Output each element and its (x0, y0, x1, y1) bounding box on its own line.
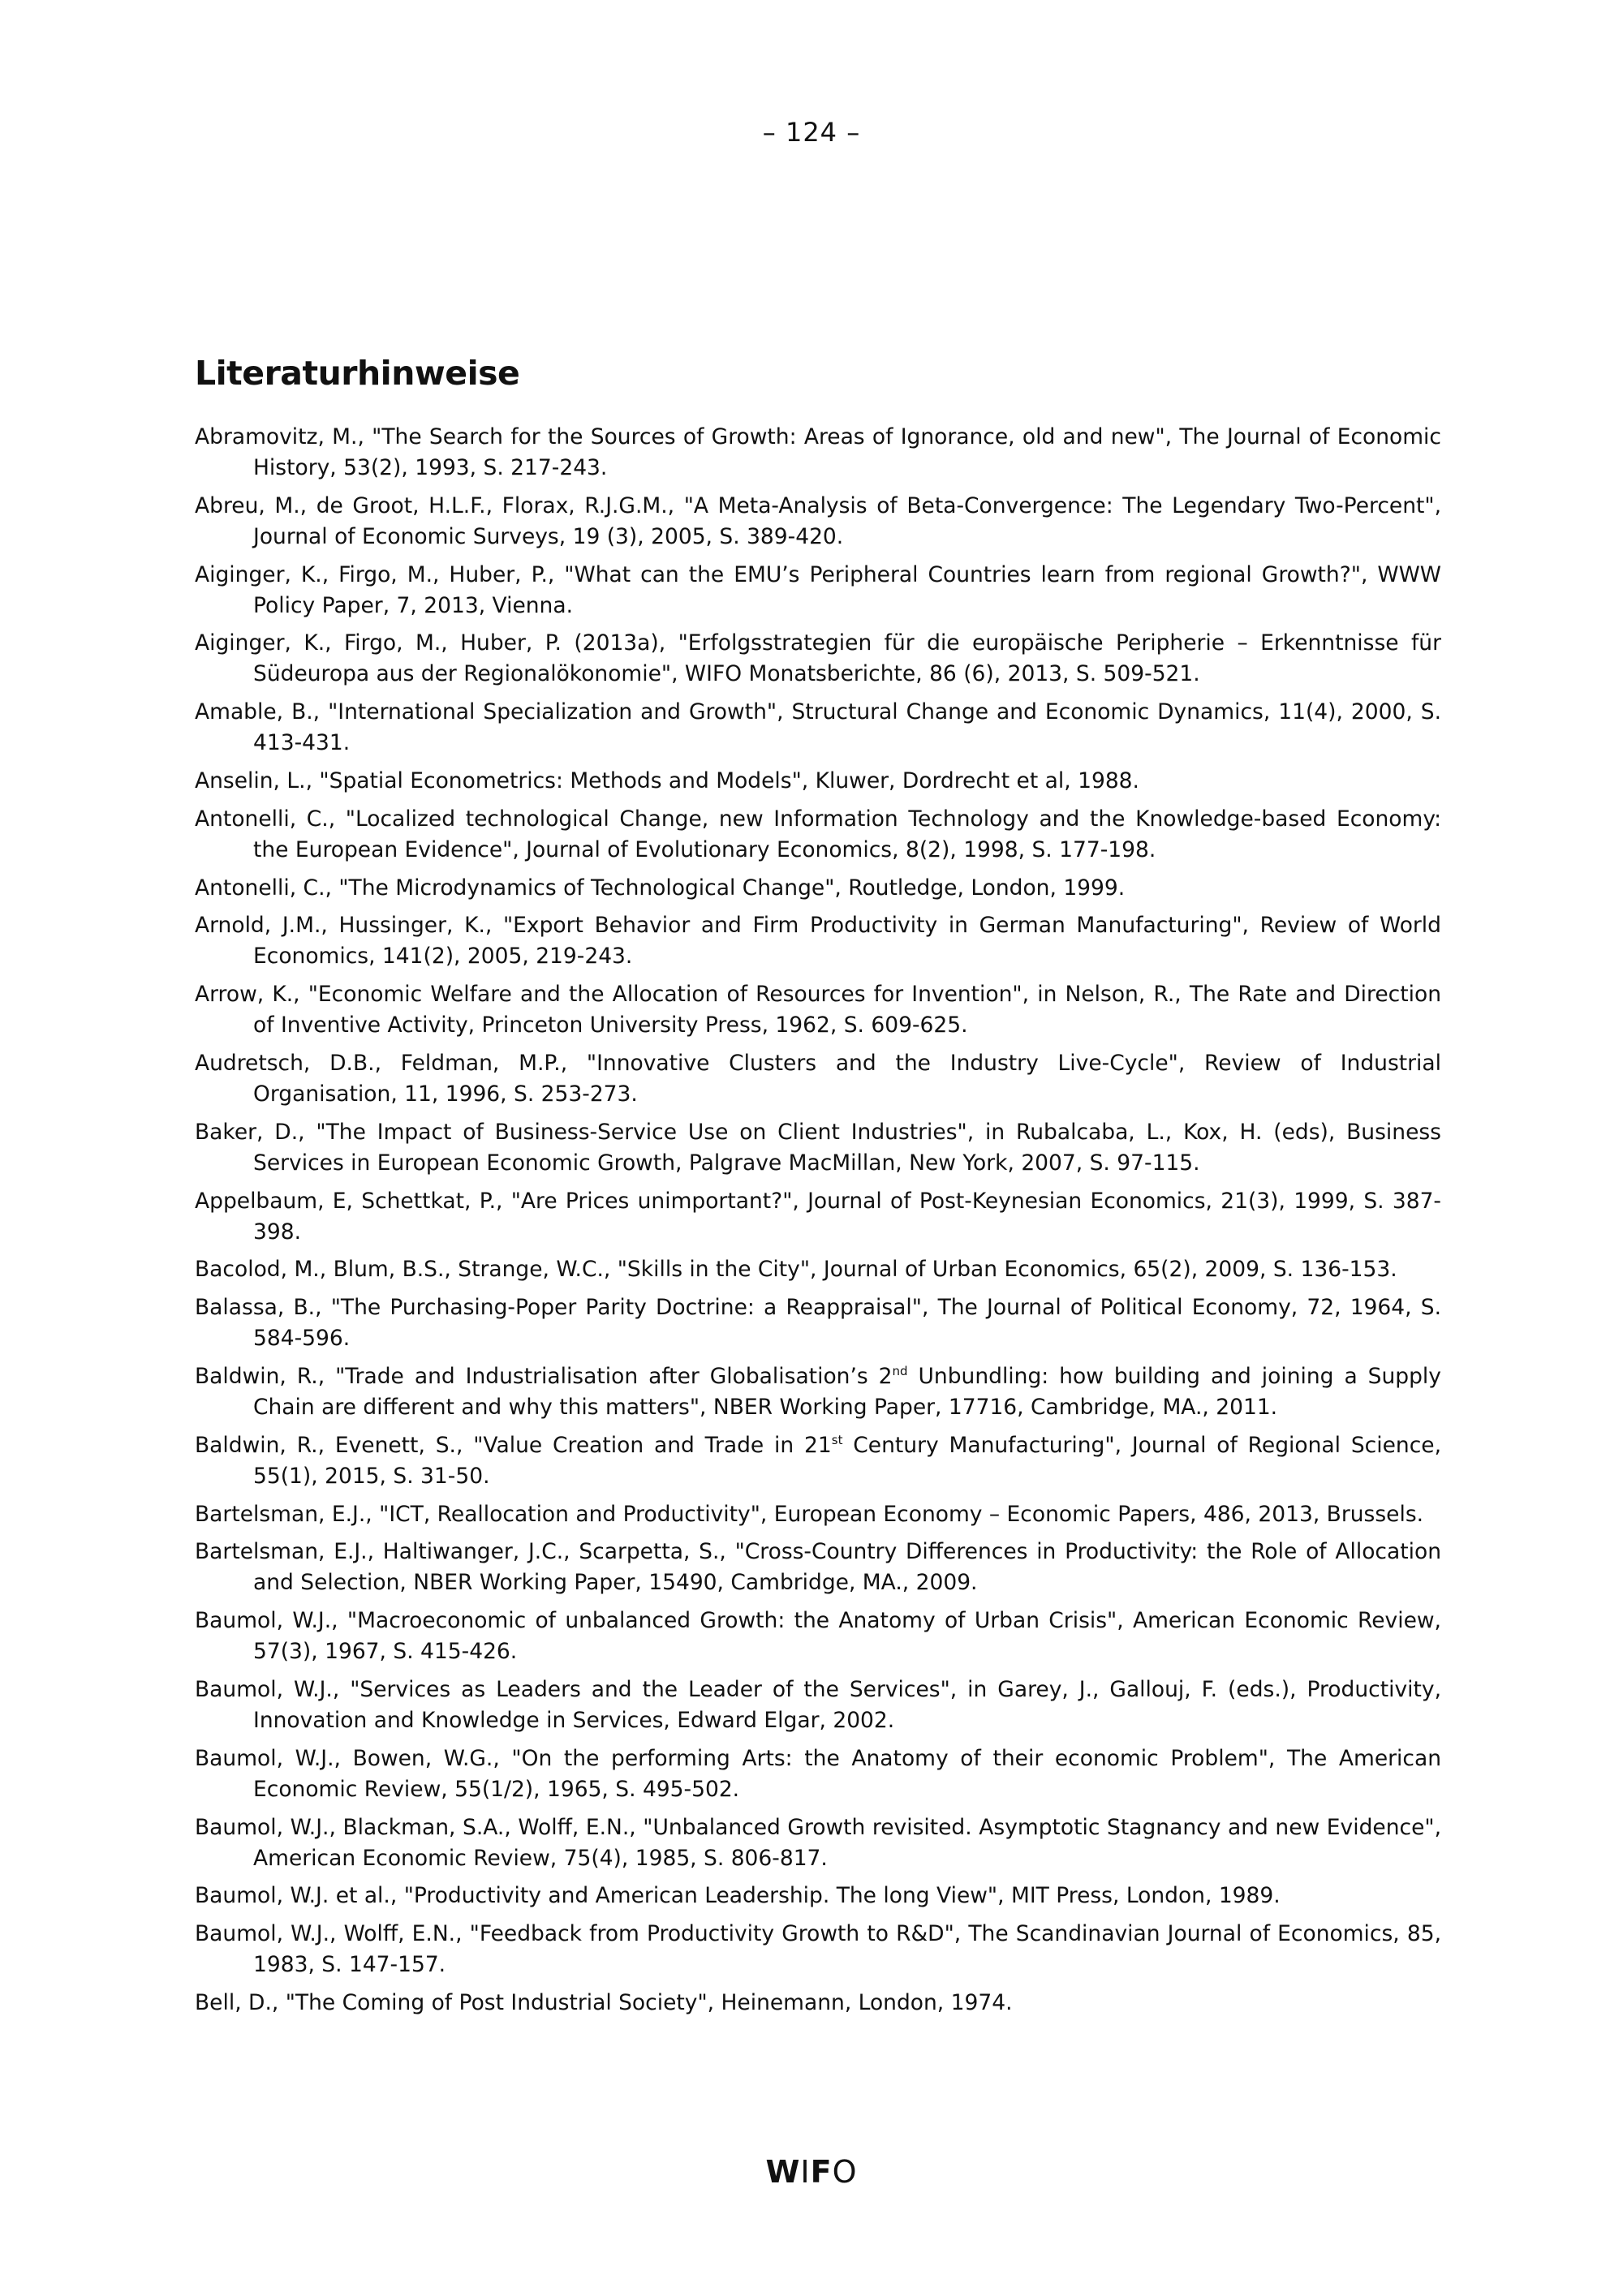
reference-entry: Arrow, K., "Economic Welfare and the Allocation of Resources for Invention", in Nelson, R., The Rate and Direction of Inventive Activity, Princeton University Press, 1962, S. 609-625. (195, 982, 1441, 1038)
ordinal-superscript: nd (892, 1364, 908, 1379)
reference-text-end: Unbundling: how building and joining a Supply Chain are different and why this matters", NBER Working Paper, 17716, Cambridge, MA., 2011. (253, 1363, 1441, 1420)
reference-entry: Balassa, B., "The Purchasing-Poper Parity Doctrine: a Reappraisal", The Journal of Political Economy, 72, 1964, S. 584-596. (195, 1295, 1441, 1352)
logo-letter-o: O (832, 2154, 858, 2190)
reference-entry: Aiginger, K., Firgo, M., Huber, P. (2013a), "Erfolgsstrategien für die europäische Peripherie – Erkenntnisse für Südeuropa aus der Regionalökonomie", WIFO Monatsberichte, 86 (6), 2013, S. 509-521. (195, 630, 1441, 687)
reference-entry: Antonelli, C., "The Microdynamics of Technological Change", Routledge, London, 1999. (195, 875, 1126, 901)
reference-text-start: Baldwin, R., Evenett, S., "Value Creation and Trade in 21 (195, 1432, 832, 1458)
logo-letter-f: F (810, 2154, 833, 2190)
logo-letter-i: I (800, 2154, 811, 2190)
reference-entry: Bacolod, M., Blum, B.S., Strange, W.C., "Skills in the City", Journal of Urban Economics, 65(2), 2009, S. 136-153. (195, 1257, 1397, 1283)
reference-text-start: Baldwin, R., "Trade and Industrialisation after Globalisation’s 2 (195, 1363, 893, 1389)
reference-entry: Bartelsman, E.J., Haltiwanger, J.C., Scarpetta, S., "Cross-Country Differences in Productivity: the Role of Allocation and Selection, NBER Working Paper, 15490, Cambridge, MA., 2009. (195, 1539, 1441, 1596)
reference-entry: Bartelsman, E.J., "ICT, Reallocation and Productivity", European Economy – Economic Papers, 486, 2013, Brussels. (195, 1501, 1424, 1527)
reference-entry: Abramovitz, M., "The Search for the Sources of Growth: Areas of Ignorance, old and new", The Journal of Economic History, 53(2), 1993, S. 217-243. (195, 424, 1441, 480)
reference-entry: Antonelli, C., "Localized technological Change, new Information Technology and the Knowledge-based Economy: the European Evidence", Journal of Evolutionary Economics, 8(2), 1998, S. 177-198. (195, 806, 1441, 862)
reference-entry: Appelbaum, E, Schettkat, P., "Are Prices unimportant?", Journal of Post-Keynesian Economics, 21(3), 1999, S. 387-398. (195, 1188, 1441, 1245)
reference-entry (195, 1361, 1441, 1423)
reference-entry: Baumol, W.J., Blackman, S.A., Wolff, E.N., "Unbalanced Growth revisited. Asymptotic Stagnancy and new Evidence", American Economic Review, 75(4), 1985, S. 806-817. (195, 1814, 1441, 1871)
reference-list (195, 422, 1441, 2026)
reference-entry: Audretsch, D.B., Feldman, M.P., "Innovative Clusters and the Industry Live-Cycle", Review of Industrial Organisation, 11, 1996, S. 253-273. (195, 1050, 1441, 1107)
logo-letter-w: W (765, 2154, 801, 2190)
reference-entry: Baumol, W.J., Wolff, E.N., "Feedback from Productivity Growth to R&D", The Scandinavian Journal of Economics, 85, 1983, S. 147-157. (195, 1921, 1441, 1978)
page-number: – 124 – (762, 117, 861, 148)
reference-entry (195, 1430, 1441, 1492)
ordinal-superscript: st (831, 1432, 843, 1447)
reference-entry: Amable, B., "International Specialization and Growth", Structural Change and Economic Dynamics, 11(4), 2000, S. 413-431. (195, 699, 1441, 756)
reference-entry: Abreu, M., de Groot, H.L.F., Florax, R.J.G.M., "A Meta-Analysis of Beta-Convergence: The Legendary Two-Percent", Journal of Economic Surveys, 19 (3), 2005, S. 389-420. (195, 492, 1441, 549)
reference-entry: Anselin, L., "Spatial Econometrics: Methods and Models", Kluwer, Dordrecht et al, 1988. (195, 767, 1139, 793)
reference-entry: Baumol, W.J., "Macroeconomic of unbalanced Growth: the Anatomy of Urban Crisis", American Economic Review, 57(3), 1967, S. 415-426. (195, 1608, 1441, 1665)
reference-entry: Bell, D., "The Coming of Post Industrial Society", Heinemann, London, 1974. (195, 1989, 1013, 2015)
reference-entry: Baumol, W.J., "Services as Leaders and the Leader of the Services", in Garey, J., Gallouj, F. (eds.), Productivity, Innovation and Knowledge in Services, Edward Elgar, 2002. (195, 1676, 1441, 1733)
reference-text-end: Century Manufacturing", Journal of Regional Science, 55(1), 2015, S. 31-50. (253, 1432, 1441, 1489)
section-heading: Literaturhinweise (195, 354, 520, 393)
reference-entry: Baumol, W.J. et al., "Productivity and American Leadership. The long View", MIT Press, London, 1989. (195, 1883, 1281, 1909)
reference-entry: Baumol, W.J., Bowen, W.G., "On the performing Arts: the Anatomy of their economic Problem", The American Economic Review, 55(1/2), 1965, S. 495-502. (195, 1745, 1441, 1802)
reference-entry: Baker, D., "The Impact of Business-Service Use on Client Industries", in Rubalcaba, L., Kox, H. (eds), Business Services in European Economic Growth, Palgrave MacMillan, New York, 2007, S. 97-115. (195, 1119, 1441, 1176)
wifo-logo (0, 2154, 1623, 2190)
reference-entry: Aiginger, K., Firgo, M., Huber, P., "What can the EMU’s Peripheral Countries learn from regional Growth?", WWW Policy Paper, 7, 2013, Vienna. (195, 561, 1441, 618)
reference-entry: Arnold, J.M., Hussinger, K., "Export Behavior and Firm Productivity in German Manufacturing", Review of World Economics, 141(2), 2005, 219-243. (195, 913, 1441, 970)
